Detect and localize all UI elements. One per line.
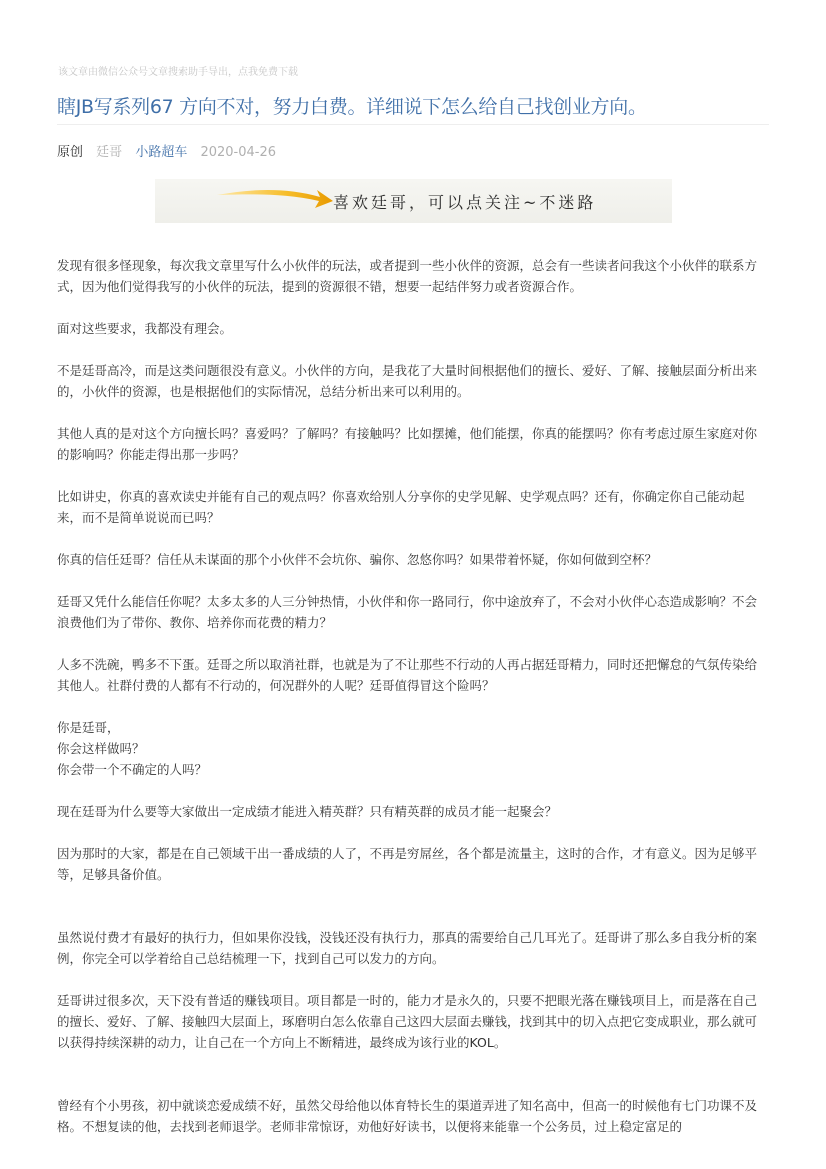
paragraph: 曾经有个小男孩，初中就谈恋爱成绩不好，虽然父母给他以体育特长生的渠道弄进了知名高中，但高一的时候他有七门功课不及格。不想复读的他，去找到老师退学。老师非常惊讶，劝他好好读书，以便将来能靠一个公务员，过上稳定富足的 — [57, 1098, 758, 1134]
paragraph: 你真的信任廷哥？信任从未谋面的那个小伙伴不会坑你、骗你、忽悠你吗？如果带着怀疑，你如何做到空杯？ — [57, 552, 658, 567]
original-tag: 原创 — [57, 145, 84, 160]
follow-banner-image — [155, 179, 672, 223]
paragraph: 虽然说付费才有最好的执行力，但如果你没钱，没钱还没有执行力，那真的需要给自己几耳光了。廷哥讲了那么多自我分析的案例，你完全可以学着给自己总结梳理一下，找到自己可以发力的方向。 — [57, 930, 758, 966]
paragraph: 人多不洗碗，鸭多不下蛋。廷哥之所以取消社群，也就是为了不让那些不行动的人再占据廷哥精力，同时还把懈怠的气氛传染给其他人。社群付费的人都有不行动的，何况群外的人呢？廷哥值得冒这个险吗？ — [57, 657, 758, 693]
banner-text: 喜欢廷哥，可以点关注~不迷路 — [333, 193, 597, 212]
paragraph: 不是廷哥高冷，而是这类问题很没有意义。小伙伴的方向，是我花了大量时间根据他们的擅长、爱好、了解、接触层面分析出来的，小伙伴的资源，也是根据他们的实际情况，总结分析出来可以利用的。 — [57, 363, 758, 399]
paragraph: 廷哥讲过很多次，天下没有普适的赚钱项目。项目都是一时的，能力才是永久的，只要不把眼光落在赚钱项目上，而是落在自己的擅长、爱好、了解、接触四大层面上，琢磨明白怎么依靠自己这四大层面去赚钱，找到其中的切入点把它变成职业，那么就可以获得持续深耕的动力，让自己在一个方向上不断精进，最终成为该行业的KOL。 — [57, 993, 758, 1050]
account-link[interactable]: 小路超车 — [135, 145, 188, 160]
paragraph: 其他人真的是对这个方向擅长吗？喜爱吗？了解吗？有接触吗？比如摆摊，他们能摆，你真的能摆吗？你有考虑过原生家庭对你的影响吗？你能走得出那一步吗？ — [57, 426, 758, 462]
paragraph: 因为那时的大家，都是在自己领域干出一番成绩的人了，不再是穷屌丝，各个都是流量主，这时的合作，才有意义。因为足够平等，足够具备价值。 — [57, 846, 758, 882]
article-body — [57, 255, 769, 1158]
paragraph: 现在廷哥为什么要等大家做出一定成绩才能进入精英群？只有精英群的成员才能一起聚会？ — [57, 804, 558, 819]
article-meta — [57, 141, 285, 160]
paragraph: 面对这些要求，我都没有理会。 — [57, 321, 233, 336]
paragraph: 比如讲史，你真的喜欢读史并能有自己的观点吗？你喜欢给别人分享你的史学见解、史学观点吗？还有，你确定你自己能动起来，而不是简单说说而已吗？ — [57, 489, 745, 525]
paragraph: 你是廷哥， 你会这样做吗？ 你会带一个不确定的人吗？ — [57, 720, 208, 777]
paragraph: 发现有很多怪现象，每次我文章里写什么小伙伴的玩法，或者提到一些小伙伴的资源，总会有一些读者问我这个小伙伴的联系方式，因为他们觉得我写的小伙伴的玩法，提到的资源很不错，想要一起结伴努力或者资源合作。 — [57, 258, 758, 294]
article-title: 瞎JB写系列67 方向不对，努力白费。详细说下怎么给自己找创业方向。 — [57, 96, 647, 118]
paragraph: 廷哥又凭什么能信任你呢？太多太多的人三分钟热情，小伙伴和你一路同行，你中途放弃了，不会对小伙伴心态造成影响？不会浪费他们为了带你、教你、培养你而花费的精力？ — [57, 594, 758, 630]
publish-date: 2020-04-26 — [200, 145, 277, 160]
author-name: 廷哥 — [96, 145, 123, 160]
export-notice-link[interactable]: 该文章由微信公众号文章搜索助手导出，点我免费下载 — [58, 67, 298, 78]
title-divider — [57, 124, 769, 125]
